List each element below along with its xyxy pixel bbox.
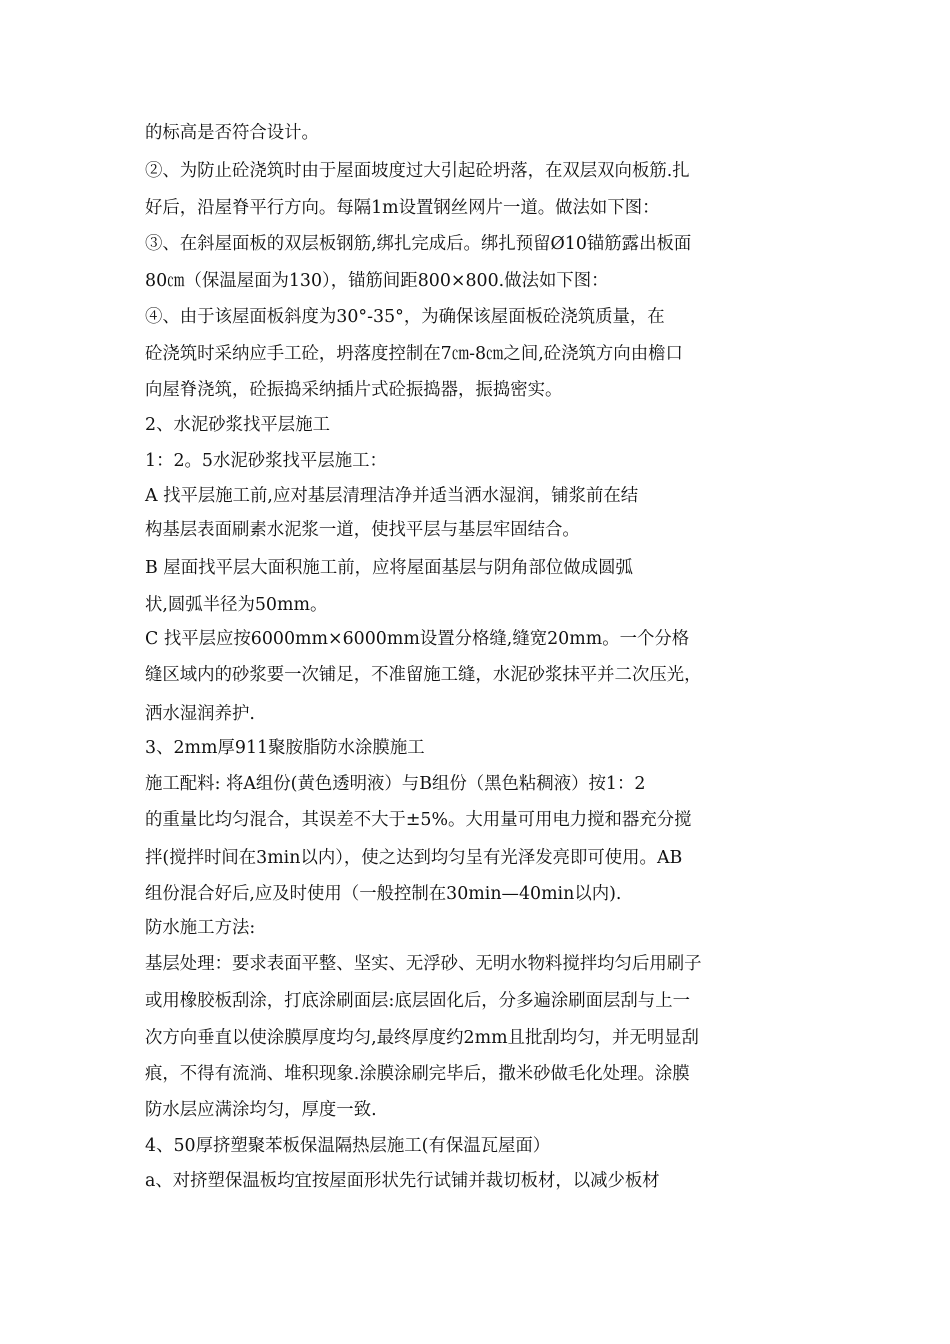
text-line: 组份混合好后,应及时使用（一般控制在30min—40min以内). bbox=[145, 884, 622, 904]
text-line: 次方向垂直以使涂膜厚度均匀,最终厚度约2mm且批刮均匀，并无明显刮 bbox=[145, 1028, 699, 1048]
text-line: 1：2。5水泥砂浆找平层施工： bbox=[145, 451, 387, 471]
text-line: 的重量比均匀混合，其误差不大于±5%。大用量可用电力搅和器充分搅 bbox=[145, 810, 692, 830]
text-line: 防水层应满涂均匀，厚度一致. bbox=[145, 1100, 377, 1120]
text-line: 状,圆弧半径为50mm。 bbox=[145, 595, 328, 615]
text-line: 向屋脊浇筑，砼振捣采纳插片式砼振捣器，振捣密实。 bbox=[145, 380, 563, 400]
text-line: 拌(搅拌时间在3min以内），使之达到均匀呈有光泽发亮即可使用。AB bbox=[145, 848, 683, 868]
text-line: 的标高是否符合设计。 bbox=[145, 123, 319, 143]
text-line: ④、由于该屋面板斜度为30°-35°，为确保该屋面板砼浇筑质量，在 bbox=[145, 307, 665, 327]
text-line: A 找平层施工前,应对基层清理洁净并适当洒水湿润，铺浆前在结 bbox=[145, 486, 639, 506]
text-line: C 找平层应按6000mm×6000mm设置分格缝,缝宽20mm。一个分格 bbox=[145, 629, 690, 649]
text-line: 防水施工方法: bbox=[145, 918, 256, 938]
text-line: 好后，沿屋脊平行方向。每隔1m设置钢丝网片一道。做法如下图： bbox=[145, 198, 660, 218]
text-line: 施工配料: 将A组份(黄色透明液）与B组份（黑色粘稠液）按1：2 bbox=[145, 774, 646, 794]
text-line: 洒水湿润养护. bbox=[145, 704, 255, 724]
text-line: 缝区域内的砂浆要一次铺足，不准留施工缝，水泥砂浆抹平并二次压光， bbox=[145, 665, 702, 685]
text-line: ③、在斜屋面板的双层板钢筋,绑扎完成后。绑扎预留Ø10锚筋露出板面 bbox=[145, 234, 692, 254]
text-line: 砼浇筑时采纳应手工砼，坍落度控制在7㎝-8㎝之间,砼浇筑方向由檐口 bbox=[145, 344, 683, 364]
text-line: a、对挤塑保温板均宜按屋面形状先行试铺并裁切板材，以减少板材 bbox=[145, 1171, 660, 1191]
section-heading: 2、水泥砂浆找平层施工 bbox=[145, 415, 330, 435]
text-line: B 屋面找平层大面积施工前，应将屋面基层与阴角部位做成圆弧 bbox=[145, 558, 633, 578]
text-line: 构基层表面刷素水泥浆一道，使找平层与基层牢固结合。 bbox=[145, 520, 580, 540]
section-heading: 3、2mm厚911聚胺脂防水涂膜施工 bbox=[145, 738, 425, 758]
text-line: 基层处理：要求表面平整、坚实、无浮砂、无明水物料搅拌均匀后用刷子 bbox=[145, 954, 702, 974]
text-line: 80㎝（保温屋面为130），锚筋间距800×800.做法如下图： bbox=[145, 271, 609, 291]
text-line: 或用橡胶板刮涂，打底涂刷面层:底层固化后，分多遍涂刷面层刮与上一 bbox=[145, 991, 690, 1011]
text-line: 痕，不得有流淌、堆积现象.涂膜涂刷完毕后，撒米砂做毛化处理。涂膜 bbox=[145, 1064, 690, 1084]
text-line: ②、为防止砼浇筑时由于屋面坡度过大引起砼坍落，在双层双向板筋.扎 bbox=[145, 161, 690, 181]
section-heading: 4、50厚挤塑聚苯板保温隔热层施工(有保温瓦屋面） bbox=[145, 1136, 551, 1156]
